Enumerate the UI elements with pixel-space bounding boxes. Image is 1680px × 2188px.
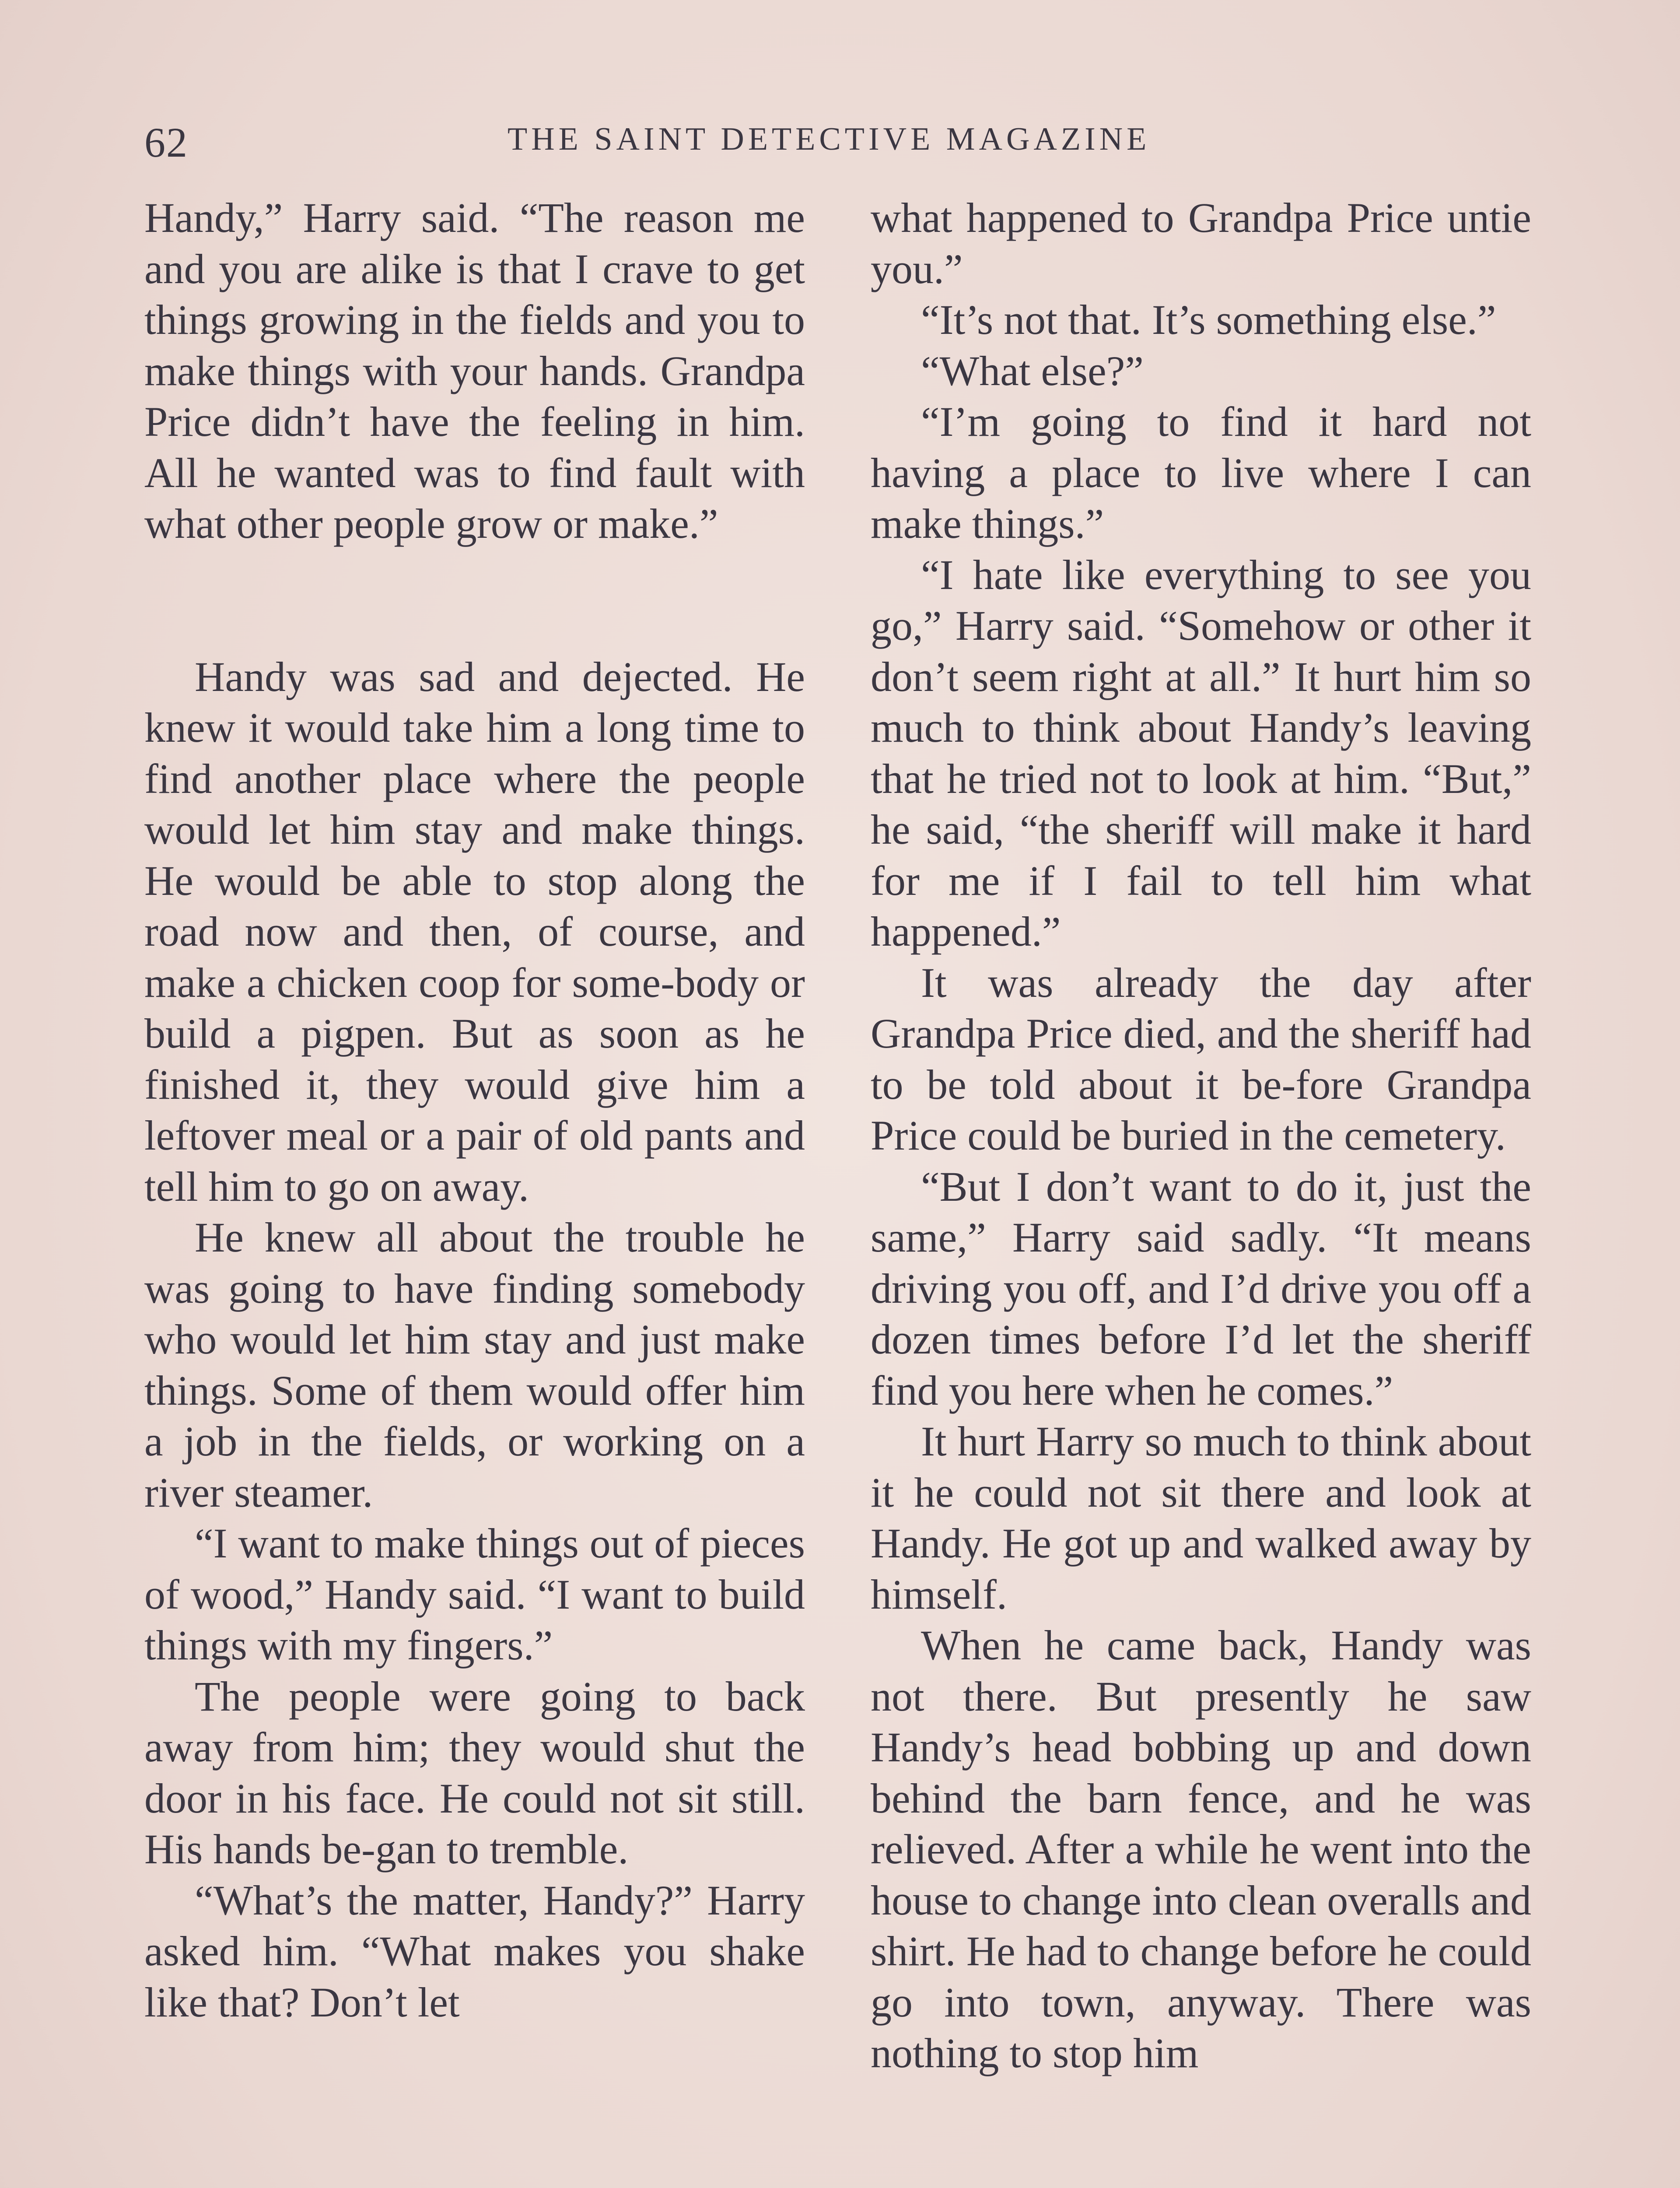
paragraph: He knew all about the trouble he was going to have finding somebody who would let him stay and just make things. Some of them would offer him a job in the fields, or working on a river steamer. bbox=[144, 1214, 805, 1516]
paragraph: The people were going to back away from him; they would shut the door in his face. He could not sit still. His hands be-gan to tremble. bbox=[144, 1673, 805, 1872]
paragraph: It hurt Harry so much to think about it he could not sit there and look at Handy. He got up and walked away by himself. bbox=[871, 1418, 1531, 1618]
paragraph: Handy was sad and dejected. He knew it would take him a long time to find another place where the people would let him stay and make things. He would be able to stop along the road now and then, of course, and make a chicken coop for some-body or build a pigpen. But as soon as he finished it, they would give him a leftover meal or a pair of old pants and tell him to go on away. bbox=[144, 653, 805, 1210]
paragraph: It was already the day after Grandpa Price died, and the sheriff had to be told about it be-fore Grandpa Price could be buried in the cemetery. bbox=[871, 959, 1531, 1159]
paragraph: “What’s the matter, Handy?” Harry asked him. “What makes you shake like that? Don’t let bbox=[144, 1876, 805, 2026]
paragraph: what happened to Grandpa Price untie you.” bbox=[871, 194, 1531, 292]
page-number: 62 bbox=[144, 119, 188, 166]
paragraph: “But I don’t want to do it, just the same,” Harry said sadly. “It means driving you off, and I’d drive you off a dozen times before I’d let the sheriff find you here when he comes.” bbox=[871, 1163, 1531, 1414]
paragraph: When he came back, Handy was not there. But presently he saw Handy’s head bobbing up and down behind the barn fence, and he was relieved. After a while he went into the house to change into clean overalls and shirt. He had to change before he could go into town, anyway. There was nothing to stop him bbox=[871, 1622, 1531, 2076]
left-column bbox=[144, 193, 805, 2028]
paragraph: “I’m going to find it hard not having a place to live where I can make things.” bbox=[871, 398, 1531, 547]
page-header bbox=[144, 118, 1536, 179]
paragraph: “I want to make things out of pieces of wood,” Handy said. “I want to build things with my fingers.” bbox=[144, 1520, 805, 1669]
paragraph: “I hate like everything to see you go,” Harry said. “Somehow or other it don’t seem right at all.” It hurt him so much to think about Handy’s leaving that he tried not to look at him. “But,” he said, “the sheriff will make it hard for me if I fail to tell him what happened.” bbox=[871, 551, 1531, 955]
running-title: THE SAINT DETECTIVE MAGAZINE bbox=[508, 121, 1151, 157]
right-column bbox=[871, 193, 1531, 2079]
paragraph: Handy,” Harry said. “The reason me and you are alike is that I crave to get things growing in the fields and you to make things with your hands. Grandpa Price didn’t have the feeling in him. All he wanted was to find fault with what other people grow or make.” bbox=[144, 194, 805, 547]
paragraph: “What else?” bbox=[921, 347, 1144, 394]
paragraph: “It’s not that. It’s something else.” bbox=[921, 296, 1496, 343]
